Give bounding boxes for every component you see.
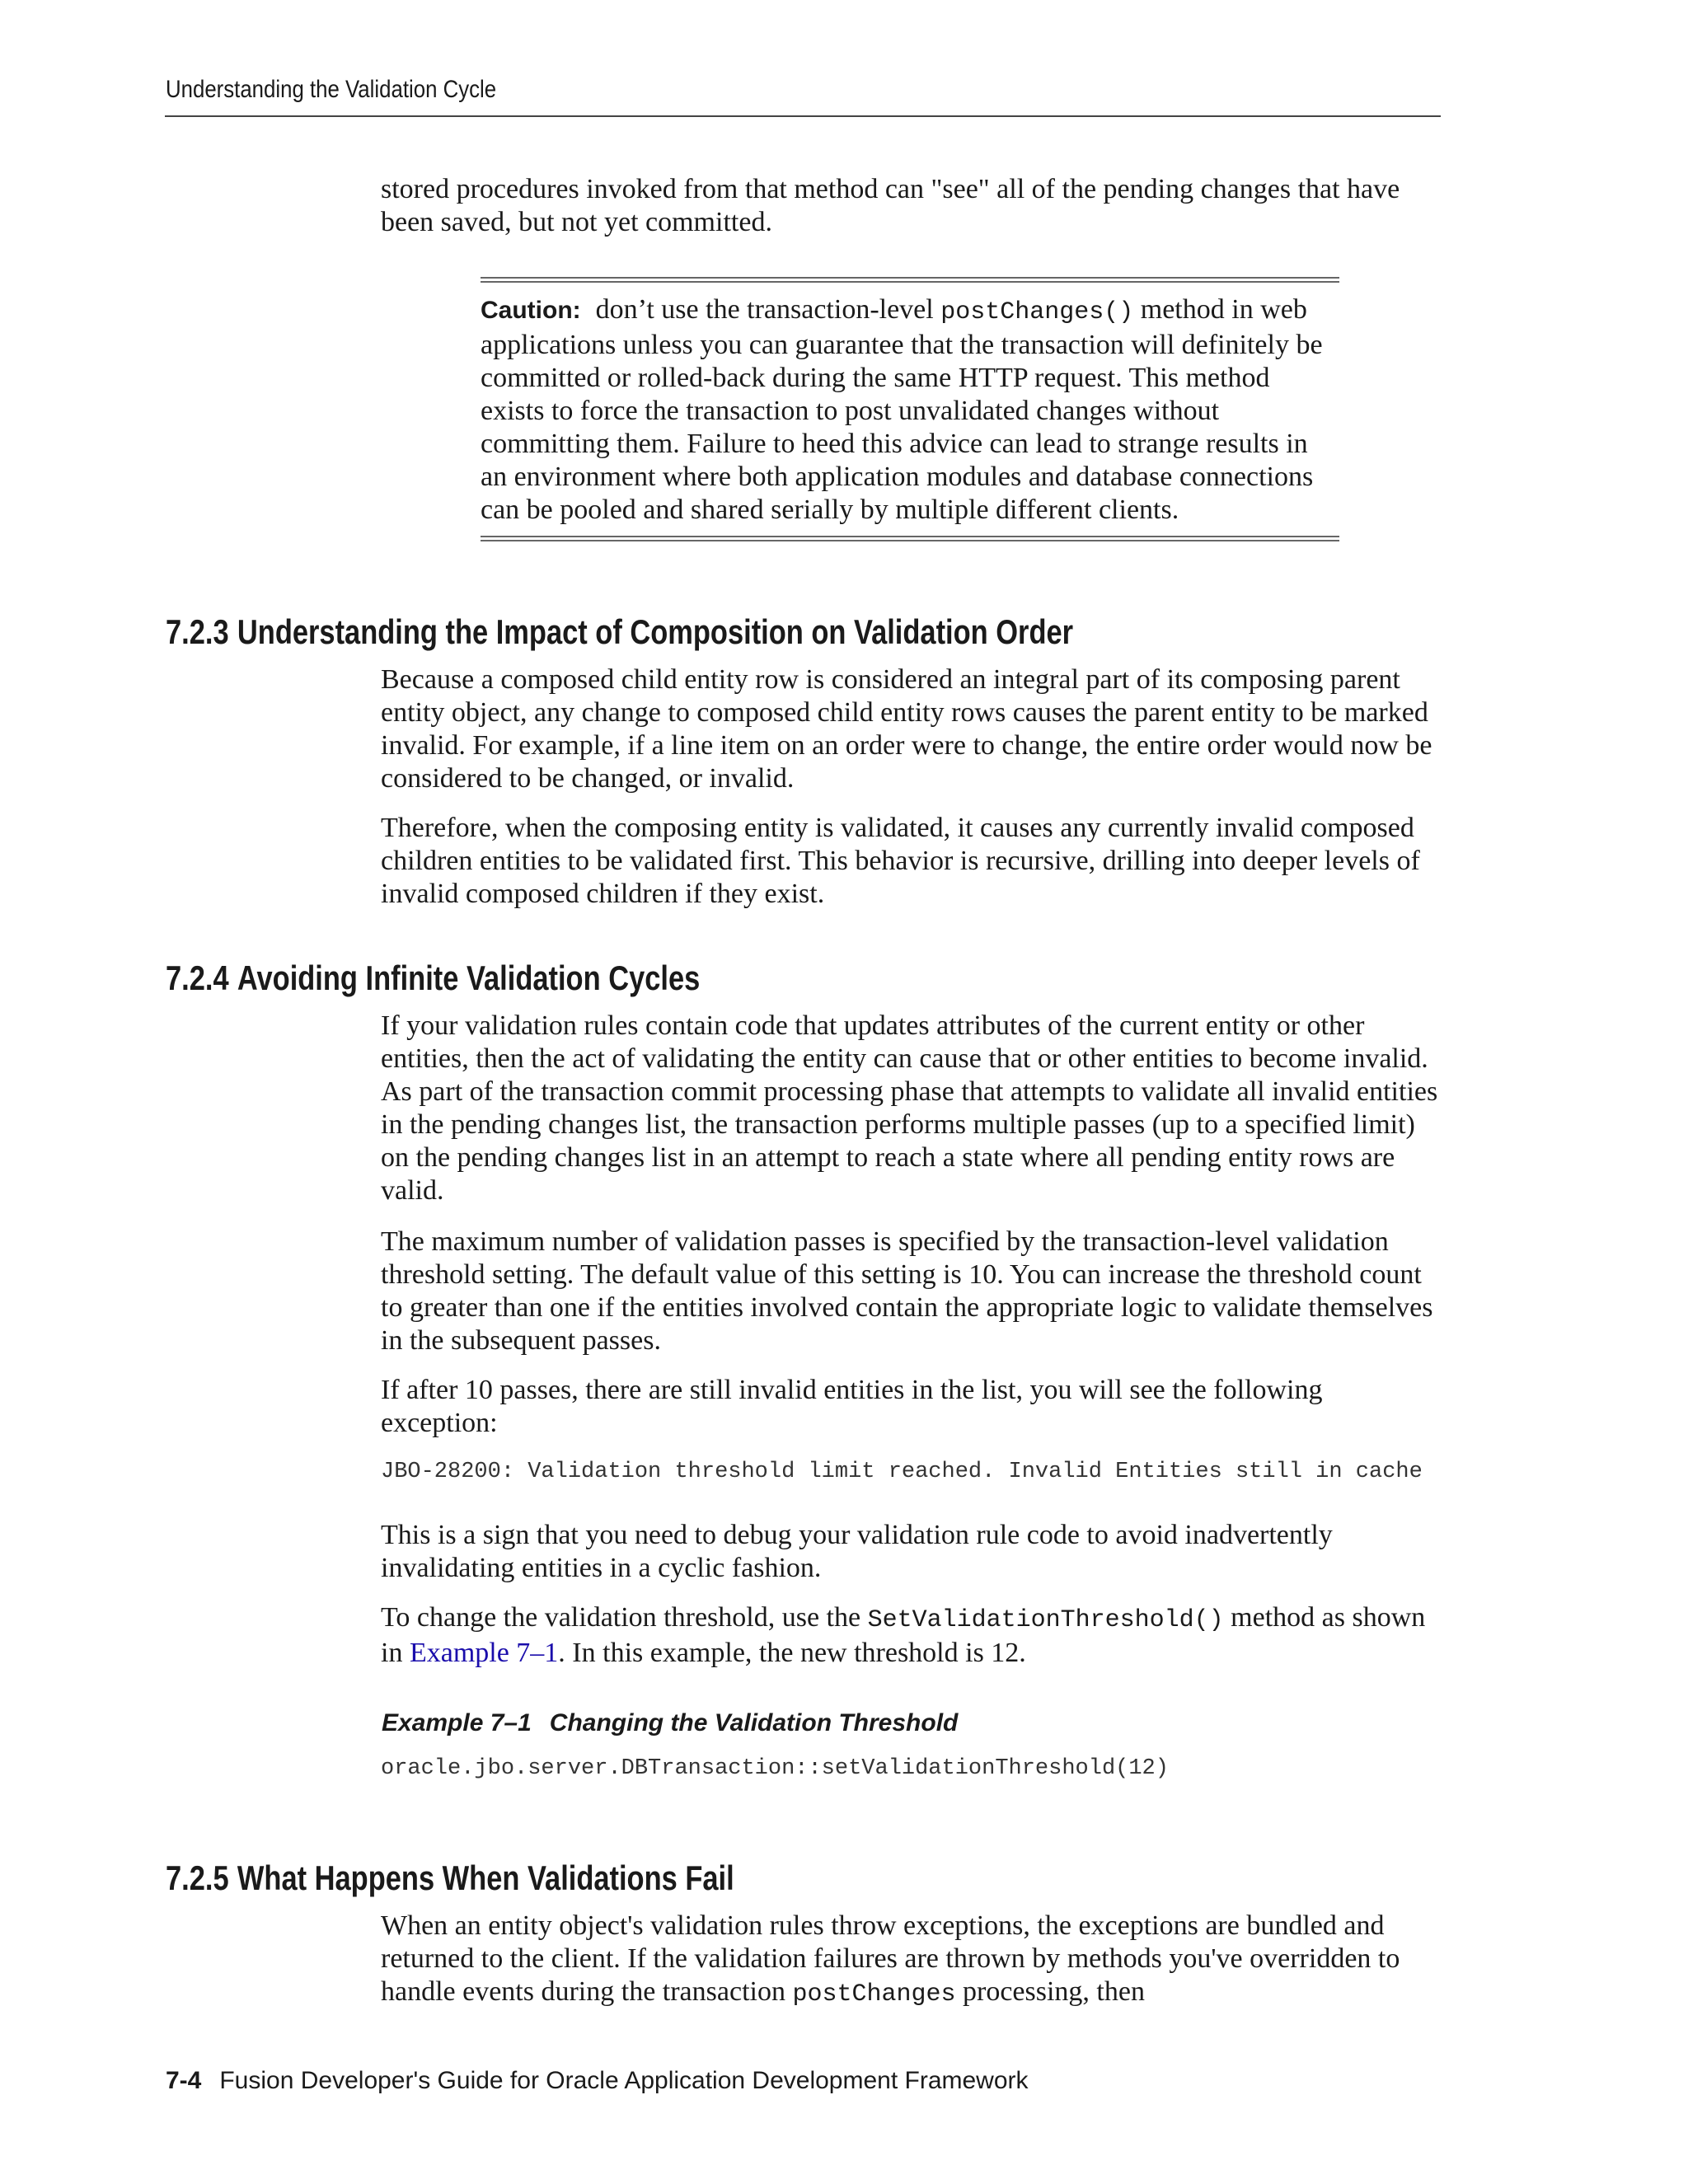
paragraph-cycles-2: The maximum number of validation passes is specified by the transaction-level validation threshold setting. The default value of this setting is 10. You can increase the threshold count to greater than one if the entities involved contain the appropriate logic to validate themselves in the subsequent passes. (381, 1226, 1433, 1356)
paragraph-fail-1 (381, 1910, 1444, 2011)
paragraph-cycles-1: If your validation rules contain code that updates attributes of the current entity or other entities, then the act of validating the entity can cause that or other entities to become invalid. As part of the transaction commit processing phase that attempts to validate all invalid entities in the pending changes list, the transaction performs multiple passes (up to a specified limit) on the pending changes list in an attempt to reach a state where all pending entity rows are valid. (381, 1010, 1438, 1206)
paragraph-composition-1: Because a composed child entity row is considered an integral part of its composing parent entity object, any change to composed child entity rows causes the parent entity to be marked invalid. For example, if a line item on an order were to change, the entire order would now be considered to be changed, or invalid. (381, 664, 1432, 794)
running-header: Understanding the Validation Cycle (166, 76, 497, 103)
paragraph-cycles-3: If after 10 passes, there are still invalid entities in the list, you will see the following exception: (381, 1375, 1323, 1438)
example-caption (382, 1709, 958, 1737)
section-number: 7.2.5 (166, 1858, 229, 1897)
caution-note (481, 277, 1339, 541)
section-title: Understanding the Impact of Composition on Validation Order (237, 612, 1074, 651)
section-title: Avoiding Infinite Validation Cycles (237, 958, 701, 997)
para5-before: To change the validation threshold, use the (381, 1602, 861, 1633)
caution-bottom-rule (481, 536, 1339, 541)
page-footer (166, 2067, 1029, 2095)
fail-text-after: processing, then (963, 1976, 1145, 2007)
caution-text (481, 293, 1339, 527)
caution-text-after: method in web applications unless you can guarantee that the transaction will definitely be committed or rolled-back during the same HTTP request. This method exists to force the transaction to post unvalidated changes without committing them. Failure to heed this advice can lead to strange results in an environment where both application modules and database connections can be pooled and shared serially by multiple different clients. (481, 294, 1323, 525)
caution-code: postChanges() (940, 298, 1134, 326)
caution-top-rule (481, 277, 1339, 283)
postchanges-code: postChanges (792, 1980, 956, 2008)
paragraph-composition-2: Therefore, when the composing entity is validated, it causes any currently invalid composed children entities to be validated first. This behavior is recursive, drilling into deeper levels of invalid composed children if they exist. (381, 813, 1420, 909)
para5-middle: method as shown in (381, 1602, 1426, 1668)
caution-label: Caution: (481, 297, 581, 324)
caution-text-before: don’t use the transaction-level (595, 294, 934, 325)
section-heading-7-2-3 (166, 612, 1073, 653)
example-number: Example 7–1 (382, 1709, 532, 1736)
example-code: oracle.jbo.server.DBTransaction::setValidationThreshold(12) (381, 1756, 1169, 1781)
paragraph-cycles-5 (381, 1601, 1444, 1670)
para5-after: . In this example, the new threshold is 12. (558, 1638, 1026, 1668)
section-number: 7.2.3 (166, 612, 229, 651)
fail-text-before: When an entity object's validation rules throw exceptions, the exceptions are bundled and returned to the client. If the validation failures are thrown by methods you've overridden to handle events during the transaction (381, 1910, 1400, 2007)
intro-paragraph: stored procedures invoked from that method can "see" all of the pending changes that have been saved, but not yet committed. (381, 174, 1400, 237)
section-title: What Happens When Validations Fail (237, 1858, 734, 1897)
page-number: 7-4 (166, 2067, 202, 2094)
threshold-method-code: SetValidationThreshold() (867, 1606, 1224, 1634)
section-number: 7.2.4 (166, 958, 229, 997)
section-heading-7-2-5 (166, 1858, 734, 1899)
header-divider (165, 115, 1441, 117)
exception-code: JBO-28200: Validation threshold limit reached. Invalid Entities still in cache (381, 1460, 1423, 1484)
paragraph-cycles-4: This is a sign that you need to debug your validation rule code to avoid inadvertently invalidating entities in a cyclic fashion. (381, 1520, 1333, 1583)
example-link[interactable]: Example 7–1 (409, 1638, 559, 1668)
example-title: Changing the Validation Threshold (549, 1709, 959, 1736)
section-heading-7-2-4 (166, 958, 700, 999)
book-title: Fusion Developer's Guide for Oracle Application Development Framework (219, 2067, 1029, 2094)
